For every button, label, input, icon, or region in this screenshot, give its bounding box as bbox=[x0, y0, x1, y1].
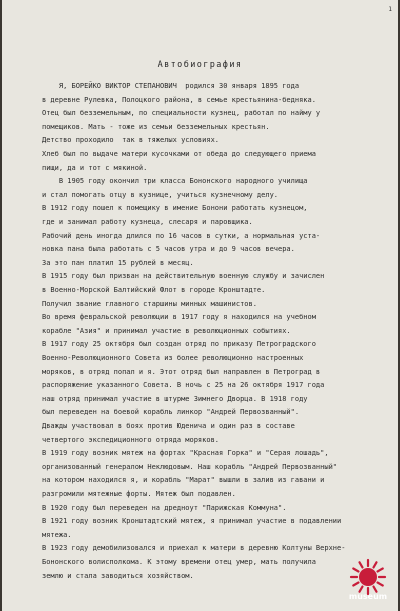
text-line: землю и стала заводиться хозяйством. bbox=[42, 571, 194, 580]
text-line: Военно-Революционного Совета из более революционно настроенных bbox=[42, 354, 304, 362]
text-line: распоряжение указанного Совета. В ночь с 25 на 26 октября 1917 года bbox=[42, 381, 325, 390]
text-line: в деревне Рулевка, Полоцкого района, в семье крестьянина-бедняка. bbox=[42, 95, 316, 104]
text-line: Бононского волисполкома. К этому времени отец умер, мать получила bbox=[42, 558, 316, 566]
sun-ray bbox=[378, 583, 383, 586]
text-line: наш отряд принимал участие в штурме Зимнего Дворца. В 1918 году bbox=[42, 394, 308, 403]
text-line: пищи, да и тот с мякиной. bbox=[42, 163, 148, 172]
text-line: Хлеб был по выдаче матери кусочками от обеда до следующего приема bbox=[42, 150, 316, 158]
sun-ray bbox=[360, 587, 363, 592]
text-line: В 1917 году 25 октября был создан отряд по приказу Петроградского bbox=[42, 340, 316, 349]
text-line: В 1915 году был призван на действительную военную службу и зачислен bbox=[42, 272, 325, 281]
text-line: Дважды участвовал в боях против Юденича и один раз в составе bbox=[42, 422, 295, 430]
text-line: корабле "Азия" и принимал участие в революционных событиях. bbox=[42, 326, 291, 335]
text-line: новка пана была работать с 5 часов утра и до 9 часов вечера. bbox=[42, 245, 295, 254]
document-page bbox=[2, 0, 398, 611]
text-line: мятежа. bbox=[42, 530, 72, 539]
sun-ray bbox=[374, 562, 377, 567]
text-line: Я, БОРЕЙКО ВИКТОР СТЕПАНОВИЧ родился 30 января 1895 года bbox=[42, 82, 300, 90]
text-line: четвертого экспедиционного отряда моряков. bbox=[42, 435, 220, 444]
text-line: Отец был безземельным, по специальности кузнец, работал по найму у bbox=[42, 109, 321, 118]
page-number: 1 bbox=[388, 6, 392, 13]
text-line: на котором находился я, и корабль "Марат" вышли в залив из гавани и bbox=[42, 476, 325, 485]
text-line: В 1905 году окончил три класса Бононского народного училища bbox=[42, 177, 308, 186]
text-line: В 1920 году был переведен на дредноут "Парижская Коммуна". bbox=[42, 503, 287, 512]
text-line: и стал помогать отцу в кузнице, учиться кузнечному делу. bbox=[42, 190, 279, 199]
sun-ray bbox=[353, 569, 358, 572]
text-line: В 1919 году возник мятеж на фортах "Красная Горка" и "Серая лошадь", bbox=[42, 449, 329, 458]
watermark-text: museum bbox=[348, 592, 388, 601]
text-line: В 1912 году пошел к помещику в имение Бонони работать кузнецом, bbox=[42, 204, 308, 213]
text-line: организованный генералом Неклюдовым. Наш корабль "Андрей Первозванный" bbox=[42, 462, 338, 471]
text-line: Детство проходило так в тяжелых условиях. bbox=[42, 136, 220, 145]
text-line: был переведен на боевой корабль линкор "Андрей Первозванный". bbox=[42, 408, 300, 417]
text-line: помещиков. Мать - тоже из семьи безземельных крестьян. bbox=[42, 122, 270, 131]
text-line: где и занимал работу кузнеца, слесаря и паровщика. bbox=[42, 218, 253, 226]
sun-ray bbox=[360, 562, 363, 567]
text-line: в Военно-Морской Балтийский Флот в городе Кронштадте. bbox=[42, 286, 266, 294]
sun-ray bbox=[353, 583, 358, 586]
text-line: разгромили мятежные форты. Мятеж был подавлен. bbox=[42, 490, 236, 498]
text-line: Во время февральской революции в 1917 году я находился на учебном bbox=[42, 313, 316, 322]
text-line: За это пан платил 15 рублей в месяц. bbox=[42, 258, 194, 267]
text-line: моряков, в отряд попал и я. Этот отряд был направлен в Петроград в bbox=[42, 367, 321, 376]
text-line: В 1923 году демобилизовался и приехал к матери в деревню Колтуны Верхне- bbox=[42, 544, 346, 553]
text-line: В 1921 году возник Кронштадтский мятеж, я принимал участие в подавлении bbox=[42, 517, 342, 526]
museum-watermark-logo bbox=[342, 555, 394, 607]
sun-ray bbox=[378, 569, 383, 572]
sun-ray bbox=[374, 587, 377, 592]
text-line: Рабочий день иногда длился по 16 часов в сутки, а нормальная уста- bbox=[42, 231, 321, 240]
text-line: Получил звание главного старшины минных машинистов. bbox=[42, 299, 257, 308]
document-title: Автобиография bbox=[157, 60, 243, 70]
